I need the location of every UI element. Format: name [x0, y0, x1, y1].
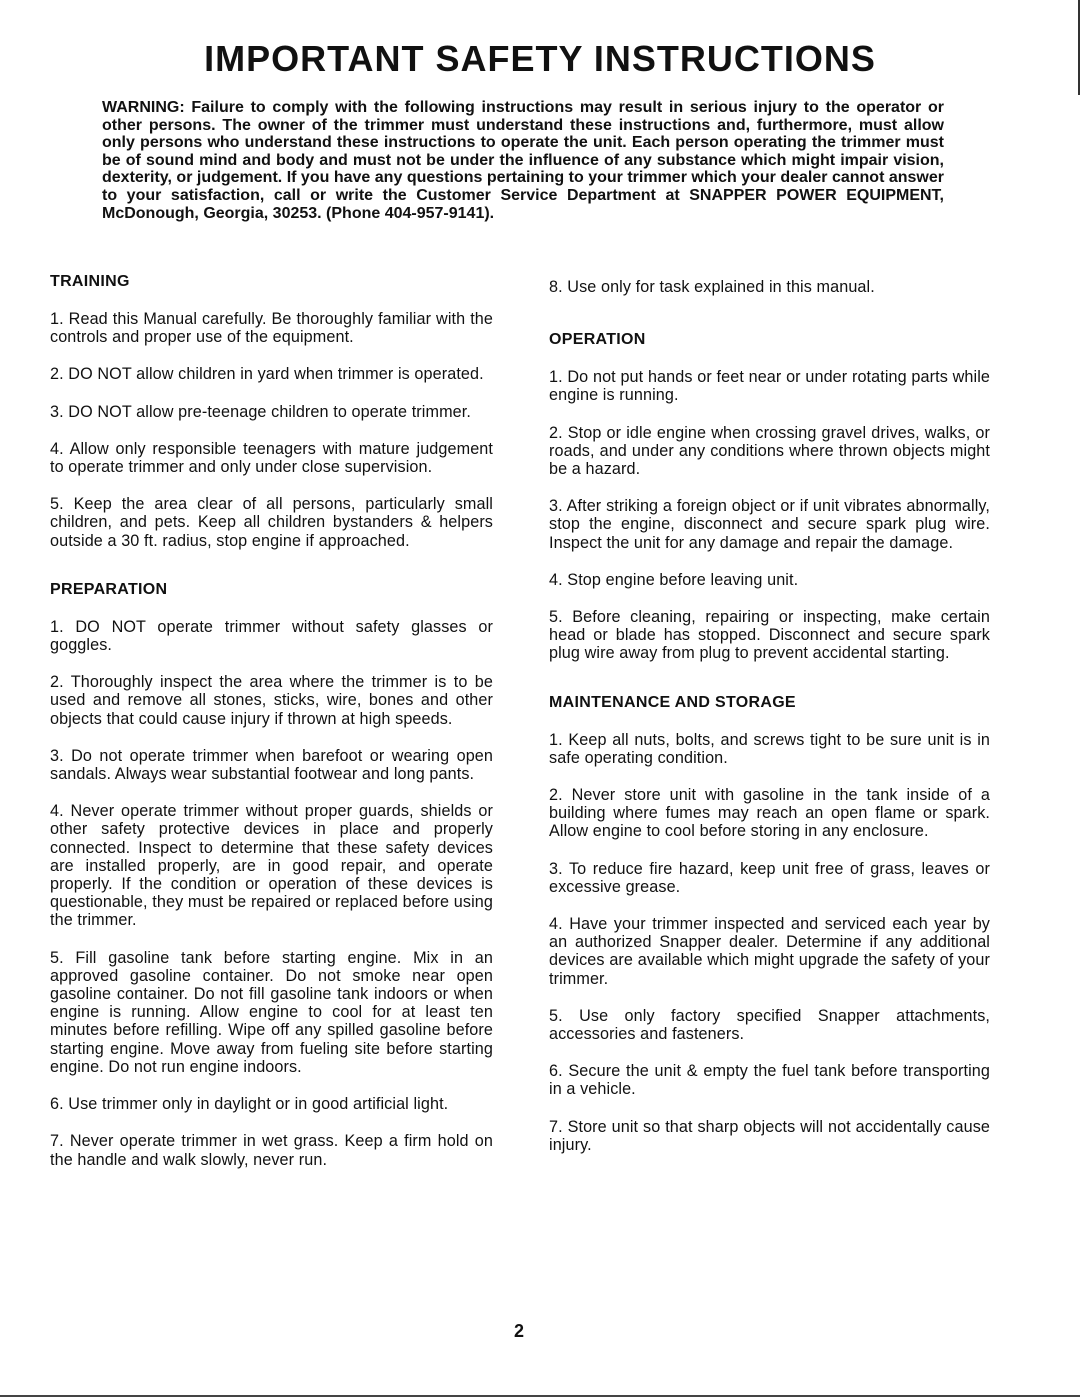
maintenance-item: 6. Secure the unit & empty the fuel tank before transporting in a vehicle. [549, 1062, 990, 1099]
training-item: 4. Allow only responsible teenagers with mature judgement to operate trimmer and only under close supervision. [50, 439, 493, 477]
preparation-item: 4. Never operate trimmer without proper guards, shields or other safety protective devices in place and properly connected. Inspect to determine that these safety devices are installed properly, are in good repair, and operate properly. If the condition or operation of these devices is questionable, they must be repaired or replaced before using the trimmer. [50, 802, 493, 930]
maintenance-item: 1. Keep all nuts, bolts, and screws tight to be sure unit is in safe operating condition. [549, 730, 990, 767]
operation-item: 4. Stop engine before leaving unit. [549, 570, 799, 589]
operation-section [549, 330, 990, 662]
maintenance-item: 7. Store unit so that sharp objects will not accidentally cause injury. [549, 1117, 990, 1154]
maintenance-item: 4. Have your trimmer inspected and serviced each year by an authorized Snapper dealer. Determine if any additional devices are available which might upgrade the safety of your trimmer. [549, 915, 990, 988]
training-item: 1. Read this Manual carefully. Be thoroughly familiar with the controls and proper use of the equipment. [50, 310, 493, 347]
page-number: 2 [514, 1321, 525, 1341]
operation-item: 1. Do not put hands or feet near or under rotating parts while engine is running. [549, 368, 990, 405]
training-item: 3. DO NOT allow pre-teenage children to operate trimmer. [50, 402, 471, 421]
preparation-item: 8. Use only for task explained in this manual. [549, 278, 875, 296]
operation-heading: OPERATION [549, 331, 646, 349]
maintenance-item: 5. Use only factory specified Snapper attachments, accessories and fasteners. [549, 1006, 990, 1044]
preparation-item: 6. Use trimmer only in daylight or in good artificial light. [50, 1095, 449, 1114]
preparation-heading: PREPARATION [50, 580, 168, 598]
preparation-item: 1. DO NOT operate trimmer without safety glasses or goggles. [50, 617, 493, 655]
right-column [549, 278, 990, 1173]
scan-edge-bottom [0, 1395, 1080, 1397]
page-title: IMPORTANT SAFETY INSTRUCTIONS [204, 38, 876, 79]
training-section [50, 272, 493, 550]
operation-item: 3. After striking a foreign object or if unit vibrates abnormally, stop the engine, disconnect and secure spark plug wire. Inspect the unit for any damage and repair the damage. [549, 497, 990, 552]
maintenance-section [549, 693, 990, 1154]
warning-paragraph: WARNING: Failure to comply with the following instructions may result in serious injury to the operator or other persons. The owner of the trimmer must understand these instructions and, furthermore, must allow only persons who understand these instructions to operate the unit. Each person operating the trimmer must be of sound mind and body and must not be under the influence of any substance which might impair vision, dexterity, or judgement. If you have any questions pertaining to your trimmer which your dealer cannot answer to your satisfaction, call or write the Customer Service Department at SNAPPER POWER EQUIPMENT, McDonough, Georgia, 30253. (Phone 404-957-9141). [102, 99, 944, 222]
operation-item: 2. Stop or idle engine when crossing gravel drives, walks, or roads, and under any conditions where thrown objects might be a hazard. [549, 423, 990, 479]
maintenance-item: 3. To reduce fire hazard, keep unit free of grass, leaves or excessive grease. [549, 859, 990, 896]
operation-item: 5. Before cleaning, repairing or inspecting, make certain head or blade has stopped. Disconnect and secure spark plug wire away from plug to prevent accidental starting. [549, 608, 990, 663]
training-item: 2. DO NOT allow children in yard when trimmer is operated. [50, 365, 484, 384]
maintenance-heading: MAINTENANCE AND STORAGE [549, 693, 796, 711]
preparation-item: 2. Thoroughly inspect the area where the trimmer is to be used and remove all stones, sticks, wire, bones and other objects that could cause injury if thrown at high speeds. [50, 673, 493, 728]
preparation-item: 5. Fill gasoline tank before starting engine. Mix in an approved gasoline container. Do not smoke near open gasoline container. Do not fill gasoline tank indoors or when engine is running. Allow engine to cool for at least ten minutes before refilling. Wipe off any spilled gasoline before starting engine. Move away from fueling site before starting engine. Do not run engine indoors. [50, 948, 493, 1076]
preparation-item: 7. Never operate trimmer in wet grass. Keep a firm hold on the handle and walk slowly, never run. [50, 1132, 493, 1169]
preparation-section [50, 580, 493, 1169]
left-column [50, 272, 493, 1188]
training-heading: TRAINING [50, 273, 130, 290]
preparation-item: 3. Do not operate trimmer when barefoot or wearing open sandals. Always wear substantial footwear and long pants. [50, 746, 493, 784]
maintenance-item: 2. Never store unit with gasoline in the tank inside of a building where fumes may reach an open flame or spark. Allow engine to cool before storing in any enclosure. [549, 786, 990, 841]
training-item: 5. Keep the area clear of all persons, particularly small children, and pets. Keep all children bystanders & helpers outside a 30 ft. radius, stop engine if approached. [50, 495, 493, 550]
